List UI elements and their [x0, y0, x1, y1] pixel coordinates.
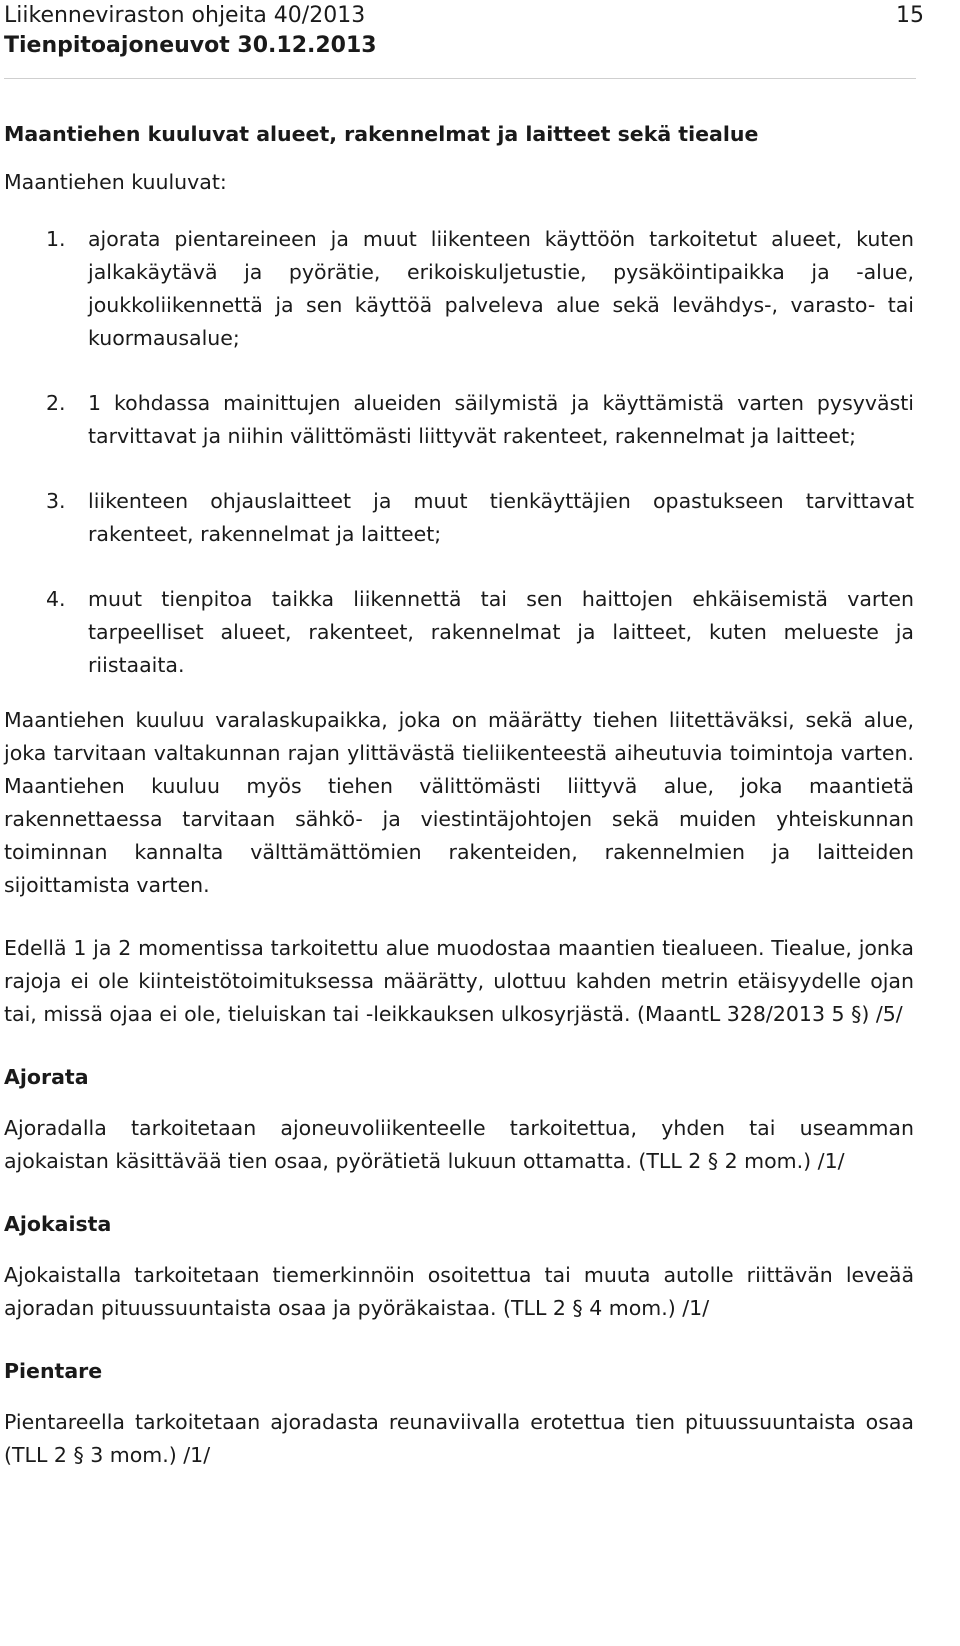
list-item-text: liikenteen ohjauslaitteet ja muut tienkäyttäjien opastukseen tarvittavat rakenteet, rakennelmat ja laitteet; — [88, 489, 914, 546]
term-definition-ajorata: Ajoradalla tarkoitetaan ajoneuvoliikenteelle tarkoitettua, yhden tai useamman ajokaistan käsittävää tien osaa, pyörätietä lukuun ottamatta. (TLL 2 § 2 mom.) /1/ — [4, 1116, 914, 1173]
term-definition-ajokaista: Ajokaistalla tarkoitetaan tiemerkinnöin osoitettua tai muuta autolle riittävän leveää ajoradan pituussuuntaista osaa ja pyöräkaistaa. (TLL 2 § 4 mom.) /1/ — [4, 1263, 914, 1320]
paragraph-varalaskupaikka: Maantiehen kuuluu varalaskupaikka, joka on määrätty tiehen liitettäväksi, sekä alue, joka tarvitaan valtakunnan rajan ylittävästä tieliikenteestä aiheutuvia toimintoja varten. Maantiehen kuuluu myös tiehen välittömästi liittyvä alue, joka maantietä rakennettaessa tarvitaan sähkö- ja viestintäjohtojen sekä muiden yhteiskunnan toiminnan kannalta välttämättömien rakenteiden, rakennelmien ja laitteiden sijoittamista varten. — [4, 708, 914, 897]
list-item — [4, 583, 914, 682]
page-header — [4, 0, 924, 70]
list-item-number: 4. — [46, 587, 66, 611]
list-item-number: 3. — [46, 489, 66, 513]
list-item-text: ajorata pientareineen ja muut liikenteen käyttöön tarkoitetut alueet, kuten jalkakäytävä ja pyörätie, erikoiskuljetustie, pysäköintipaikka ja -alue, joukkoliikennettä ja sen käyttöä palveleva alue sekä levähdys-, varasto- tai kuormausalue; — [88, 227, 914, 350]
numbered-list — [4, 223, 914, 682]
document-body — [4, 118, 914, 1502]
list-item-number: 2. — [46, 391, 66, 415]
page-number: 15 — [896, 3, 924, 28]
term-definition-pientare: Pientareella tarkoitetaan ajoradasta reunaviivalla erotettua tien pituussuuntaista osaa (TLL 2 § 3 mom.) /1/ — [4, 1410, 914, 1467]
term-heading-pientare: Pientare — [4, 1359, 103, 1383]
header-divider — [4, 78, 916, 79]
list-item-number: 1. — [46, 227, 66, 251]
list-item-text: muut tienpitoa taikka liikennettä tai sen haittojen ehkäisemistä varten tarpeelliset alueet, rakenteet, rakennelmat ja laitteet, kuten melueste ja riistaaita. — [88, 587, 914, 677]
list-item — [4, 485, 914, 551]
term-heading-ajorata: Ajorata — [4, 1065, 89, 1089]
list-item-text: 1 kohdassa mainittujen alueiden säilymistä ja käyttämistä varten pysyvästi tarvittavat ja niihin välittömästi liittyvät rakenteet, rakennelmat ja laitteet; — [88, 391, 914, 448]
section-intro: Maantiehen kuuluvat: — [4, 170, 227, 194]
term-heading-ajokaista: Ajokaista — [4, 1212, 112, 1236]
section-title: Maantiehen kuuluvat alueet, rakennelmat ja laitteet sekä tiealue — [4, 122, 759, 146]
paragraph-tiealue: Edellä 1 ja 2 momentissa tarkoitettu alue muodostaa maantien tiealueen. Tiealue, jonka rajoja ei ole kiinteistötoimituksessa määrätty, ulottuu kahden metrin etäisyydelle ojan tai, missä ojaa ei ole, tieluiskan tai -leikkauksen ulkosyrjästä. (MaantL 328/2013 5 §) /5/ — [4, 936, 914, 1026]
publication-title: Liikenneviraston ohjeita 40/2013 — [4, 3, 366, 28]
publication-subtitle: Tienpitoajoneuvot 30.12.2013 — [4, 33, 377, 58]
list-item — [4, 387, 914, 453]
list-item — [4, 223, 914, 355]
